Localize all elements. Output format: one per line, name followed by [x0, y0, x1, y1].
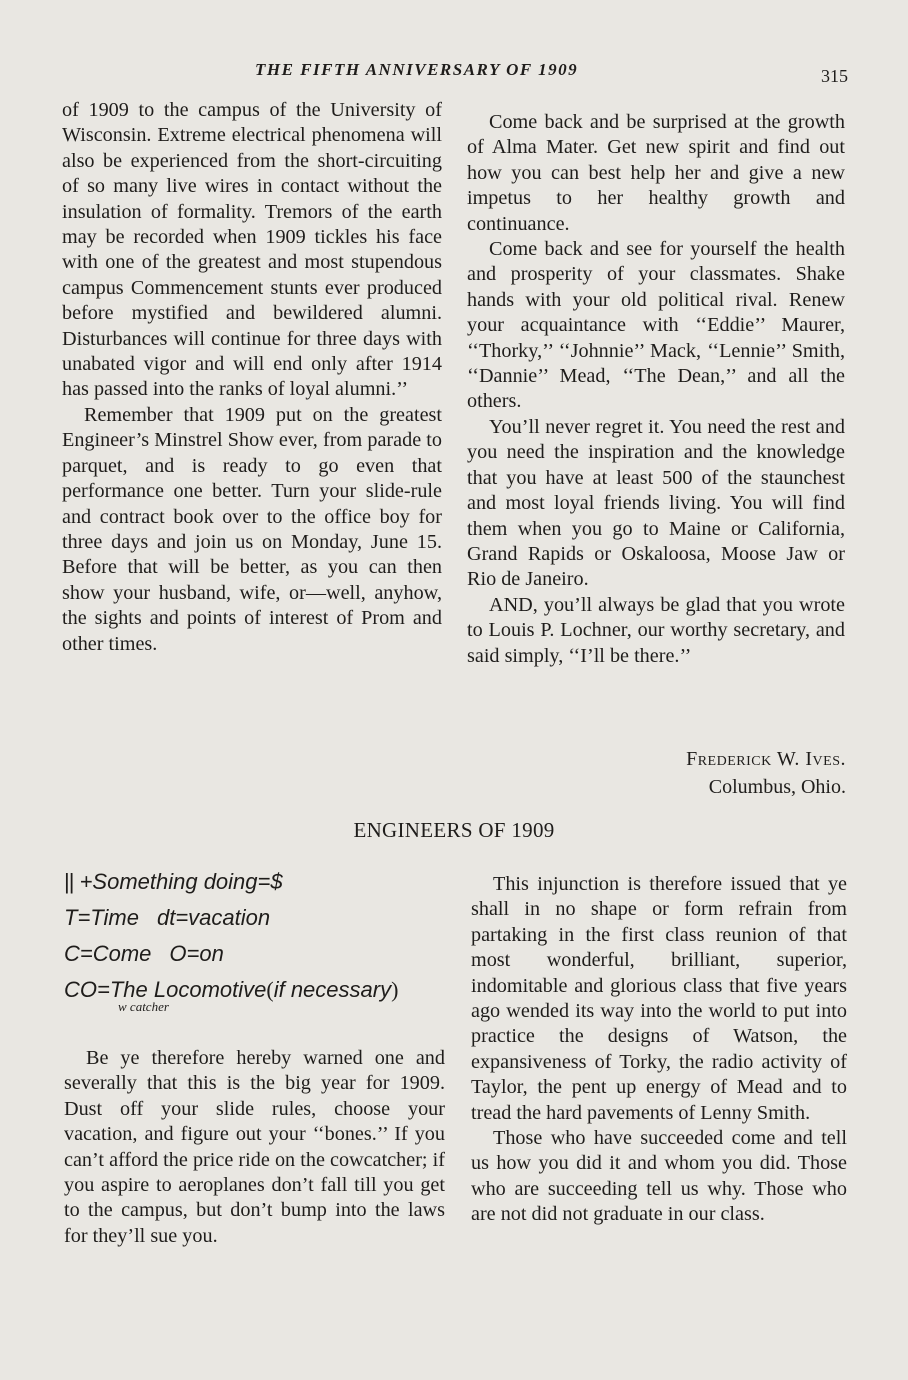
formula-line-4 [64, 972, 398, 1008]
paragraph: Come back and see for yourself the health and prosperity of your classmates. Shake hands with your old political rival. Renew your acquaintance with ‘‘Eddie’’ Maurer, ‘‘Thorky,’’ ‘‘Johnnie’’ Mack, ‘‘Lennie’’ Smith, ‘‘Dannie’’ Mead, ‘‘The Dean,’’ and all the others. [467, 238, 845, 413]
paragraph: of 1909 to the campus of the University of Wisconsin. Extreme electrical phenomena will also be experienced from the short-circuiting of so many live wires in contact without the insulation of formality. Tremors of the earth may be recorded when 1909 tickles his face with one of the greatest and most stupendous campus Commencement stunts ever produced before mystified and bewildered alumni. Disturbances will continue for three days with unabated vigor and will end only after 1914 has passed into the ranks of loyal alumni.’’ [62, 99, 442, 401]
article2-left-column [64, 1046, 445, 1249]
close-paren: ) [391, 977, 399, 1002]
formula-line-3 [64, 936, 398, 972]
formula-text: +Something doing=$ [79, 869, 283, 894]
signature-name: Frederick W. Ives. [686, 748, 846, 770]
paragraph: Be ye therefore hereby warned one and severally that this is the big year for 1909. Dust off your slide rules, choose your vacation, and figure out your ‘‘bones.’’ If you can’t afford the price ride on the cowcatcher; if you aspire to aeroplanes don’t fall till you get to the campus, but don’t bump into the laws for they’ll sue you. [64, 1047, 445, 1247]
running-title: THE FIFTH ANNIVERSARY OF 1909 [255, 60, 579, 79]
formula-text: CO=The Locomotive [64, 977, 267, 1002]
signature-place: Columbus, Ohio. [708, 776, 846, 798]
formula-line-1 [64, 864, 398, 900]
article1-right-column [467, 110, 845, 669]
open-paren: ( [266, 977, 274, 1002]
formula-line-2 [64, 900, 398, 936]
paragraph: This injunction is therefore issued that ye shall in no shape or form refrain from partaking in the first class reunion of that most wonderful, brilliant, superior, indomitable and glorious class that five years ago wended its way into the world to put into practice the designs of Watson, the expansiveness of Torky, the radio activity of Taylor, the pent up energy of Mead and to tread the hard pavements of Lenny Smith. [471, 873, 847, 1124]
formula-text: O=on [169, 941, 224, 966]
formula-text: C=Come [64, 941, 152, 966]
page-number: 315 [821, 66, 848, 86]
paragraph: Remember that 1909 put on the greatest Engineer’s Minstrel Show ever, from parade to parquet, and is ready to go even that performance one better. Turn your slide-rule and contract book over to the office boy for three days and join us on Monday, June 15. Before that will be better, as you can then show your husband, wife, or—well, anyhow, the sights and points of interest of Prom and other times. [62, 403, 442, 655]
signature [686, 745, 846, 801]
formula-text: T=Time [64, 905, 139, 930]
formula-subscript: w catcher [118, 999, 169, 1014]
formula-block [64, 864, 399, 1014]
paragraph: Come back and be surprised at the growth of Alma Mater. Get new spirit and find out how you can best help her and give a new impetus to her healthy growth and continuance. [467, 111, 845, 235]
formula-text: dt=vacation [156, 905, 271, 930]
section-heading: ENGINEERS OF 1909 [353, 818, 555, 842]
article1-left-column [62, 98, 442, 657]
paragraph: AND, you’ll always be glad that you wrote to Louis P. Lochner, our worthy secretary, and said simply, ‘‘I’ll be there.’’ [467, 593, 845, 667]
paragraph: You’ll never regret it. You need the rest and you need the inspiration and the knowledge that you have at least 500 of the staunchest and most loyal friends living. You will find them when you go to Maine or California, Grand Rapids or Oskaloosa, Moose Jaw or Rio de Janeiro. [467, 415, 845, 591]
paragraph: Those who have succeeded come and tell us how you did it and whom you did. Those who are succeeding tell us why. Those who are not did not graduate in our class. [471, 1127, 847, 1226]
page-header [60, 58, 848, 88]
article2-right-column [471, 872, 847, 1228]
formula-text: if necessary [273, 977, 392, 1002]
parallel-bars: || [64, 869, 74, 894]
